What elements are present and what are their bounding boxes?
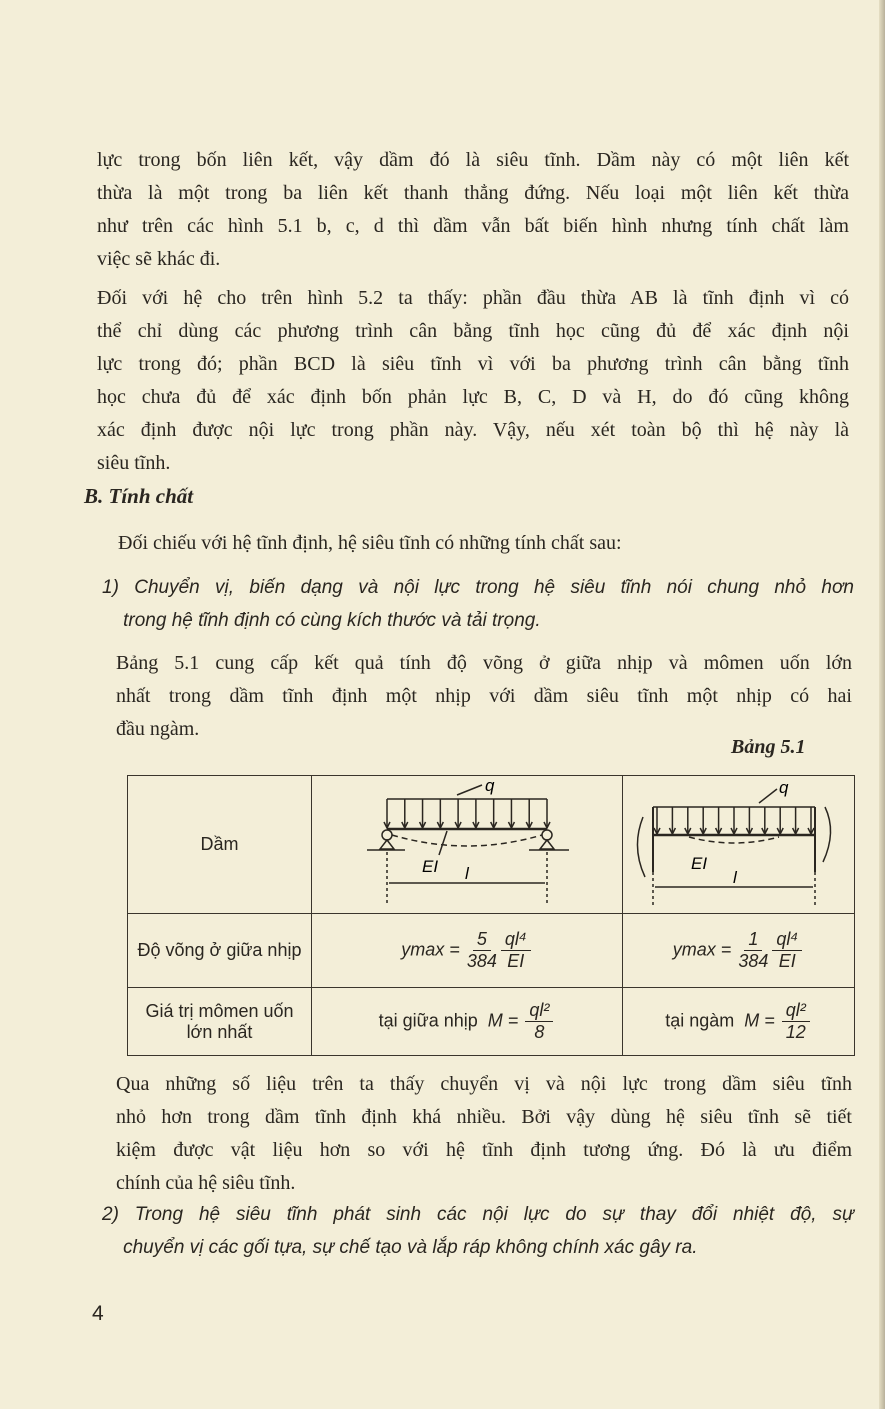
moment-simple	[312, 988, 623, 1056]
numerator: 5	[473, 929, 491, 951]
text-line: lực trong bốn liên kết, vậy dầm đó là siêu tĩnh. Dầm này có một liên kết	[97, 149, 849, 171]
formula-lhs: M =	[487, 1010, 519, 1031]
property-1	[102, 571, 854, 637]
fraction	[525, 1000, 553, 1043]
text-line: việc sẽ khác đi.	[97, 248, 221, 270]
fraction	[738, 929, 768, 972]
stiffness-label: EI	[422, 857, 439, 876]
fixed-beam-diagram	[623, 776, 855, 914]
numerator: ql²	[525, 1000, 553, 1022]
formula-lhs: ymax =	[672, 939, 732, 960]
formula-lhs: M =	[744, 1010, 775, 1031]
load-label: q	[778, 778, 788, 797]
load-label: q	[485, 777, 495, 795]
table-caption: Bảng 5.1	[731, 736, 806, 758]
formula-lhs: ymax =	[401, 939, 460, 960]
fraction	[772, 929, 802, 972]
text-line: thể chỉ dùng các phương trình cân bằng tĩnh học cũng đủ để xác định nội	[97, 320, 849, 342]
text-line: thừa là một trong ba liên kết thanh thẳng đứng. Nếu loại một liên kết thừa	[97, 182, 849, 204]
text-line: nhỏ hơn trong dầm tĩnh định khá nhiều. Bởi vậy dùng hệ siêu tĩnh sẽ tiết	[116, 1106, 852, 1128]
moment-fixed	[623, 988, 855, 1056]
paragraph-intro	[97, 144, 849, 276]
text-line: như trên các hình 5.1 b, c, d thì dầm vẫn bất biến hình nhưng tính chất làm	[97, 215, 849, 237]
denominator: 8	[534, 1022, 545, 1042]
stiffness-label: EI	[690, 854, 707, 873]
beam-diagram-simple	[347, 777, 587, 907]
moment-location: tại ngàm	[665, 1010, 735, 1031]
paragraph-compare	[118, 527, 858, 560]
text-line: siêu tĩnh.	[97, 452, 171, 474]
denominator: EI	[778, 951, 796, 971]
page-edge	[879, 0, 885, 1409]
fraction	[782, 1000, 810, 1043]
denominator: 384	[466, 951, 497, 971]
text-line: Qua những số liệu trên ta thấy chuyển vị và nội lực trong dầm siêu tĩnh	[116, 1073, 852, 1095]
deflection-fixed	[623, 914, 855, 988]
text-line: chuyển vị các gối tựa, sự chế tạo và lắp ráp không chính xác gây ra.	[102, 1237, 698, 1258]
text-line: 2) Trong hệ siêu tĩnh phát sinh các nội lực do sự thay đổi nhiệt độ, sự	[102, 1204, 854, 1225]
denominator: EI	[507, 951, 525, 971]
label-line: Giá trị mômen uốn	[145, 1000, 294, 1021]
row-label-deflection: Độ võng ở giữa nhịp	[128, 914, 312, 988]
row-label-beam: Dầm	[128, 776, 312, 914]
text-line: Đối chiếu với hệ tĩnh định, hệ siêu tĩnh có những tính chất sau:	[118, 532, 622, 554]
page-number: 4	[92, 1302, 104, 1325]
text-line: chính của hệ siêu tĩnh.	[116, 1172, 296, 1194]
denominator: 12	[785, 1022, 806, 1042]
fraction	[467, 929, 497, 972]
text-line: 1) Chuyển vị, biến dạng và nội lực trong hệ siêu tĩnh nói chung nhỏ hơn	[102, 577, 854, 598]
text-line: trong hệ tĩnh định có cùng kích thước và tải trọng.	[102, 610, 541, 631]
section-heading: B. Tính chất	[84, 484, 194, 508]
span-label: l	[732, 868, 737, 887]
denominator: 384	[738, 951, 769, 971]
label-line: lớn nhất	[186, 1021, 253, 1042]
text-line: học chưa đủ để xác định bốn phản lực B, C, D và H, do đó cũng không	[97, 386, 849, 408]
comparison-table	[127, 775, 855, 1056]
span-label: l	[465, 864, 469, 883]
deflection-simple	[312, 914, 623, 988]
numerator: 1	[744, 929, 762, 951]
text-line: kiệm được vật liệu hơn so với hệ tĩnh định tương ứng. Đó là ưu điểm	[116, 1139, 852, 1161]
text-line: lực trong đó; phần BCD là siêu tĩnh vì với ba phương trình cân bằng tĩnh	[97, 353, 849, 375]
text-line: Đối với hệ cho trên hình 5.2 ta thấy: phần đầu thừa AB là tĩnh định vì có	[97, 287, 849, 309]
numerator: ql⁴	[501, 929, 531, 951]
property-2	[102, 1198, 854, 1264]
beam-diagram-fixed	[629, 777, 849, 907]
numerator: ql⁴	[772, 929, 802, 951]
text-line: xác định được nội lực trong phần này. Vậy, nếu xét toàn bộ thì hệ này là	[97, 419, 849, 441]
text-line: đầu ngàm.	[116, 718, 200, 740]
text-line: nhất trong dầm tĩnh định một nhịp với dầm siêu tĩnh một nhịp có hai	[116, 685, 852, 707]
text-line: Bảng 5.1 cung cấp kết quả tính độ võng ở giữa nhịp và mômen uốn lớn	[116, 652, 852, 674]
simply-supported-beam-diagram	[312, 776, 623, 914]
row-label-moment	[128, 988, 312, 1056]
fraction	[501, 929, 531, 972]
numerator: ql²	[782, 1000, 810, 1022]
paragraph-table-intro	[116, 647, 852, 746]
moment-location: tại giữa nhịp	[378, 1010, 478, 1031]
paragraph-conclusion	[116, 1068, 852, 1200]
paragraph-system-5-2	[97, 282, 849, 480]
